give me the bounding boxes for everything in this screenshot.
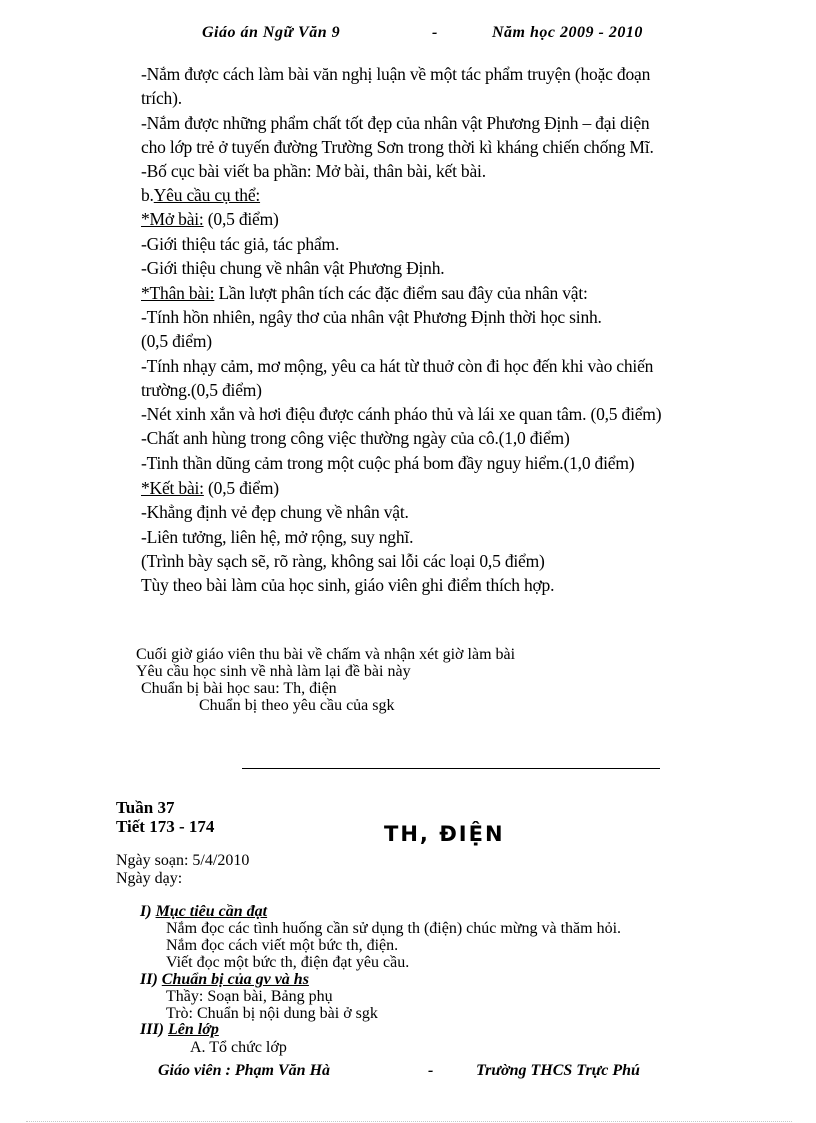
body-line: -Khẳng định vẻ đẹp chung về nhân vật. bbox=[141, 502, 409, 522]
subheading-underlined: *Kết bài: bbox=[141, 478, 204, 498]
section-preparation bbox=[140, 971, 309, 989]
note-line: Yêu cầu học sinh về nhà làm lại đề bài này bbox=[136, 663, 411, 680]
note-line: Cuối giờ giáo viên thu bài về chấm và nhận xét giờ làm bài bbox=[136, 646, 516, 663]
section-class bbox=[140, 1021, 219, 1039]
header-subject: Giáo án Ngữ Văn 9 bbox=[202, 24, 341, 41]
header-separator: - bbox=[432, 24, 438, 41]
body-line: cho lớp trẻ ở tuyến đường Trường Sơn trong thời kì kháng chiến chống Mĩ. bbox=[141, 137, 654, 157]
body-line: -Tính nhạy cảm, mơ mộng, yêu ca hát từ thuở còn đi học đến khi vào chiến bbox=[141, 356, 654, 376]
subheading-underlined: Yêu cầu cụ thể: bbox=[153, 185, 261, 205]
note-line: Chuẩn bị bài học sau: Th, điện bbox=[141, 680, 337, 697]
body-line: -Chất anh hùng trong công việc thường ngày của cô.(1,0 điểm) bbox=[141, 428, 570, 448]
header-school-year: Năm học 2009 - 2010 bbox=[492, 24, 643, 41]
section-title: Mục tiêu cần đạt bbox=[155, 903, 268, 920]
preparation-item: Thầy: Soạn bài, Bảng phụ bbox=[166, 988, 333, 1005]
section-number: I) bbox=[140, 903, 152, 920]
body-line: -Nắm được những phẩm chất tốt đẹp của nhân vật Phương Định – đại diện bbox=[141, 113, 650, 133]
page-header bbox=[0, 24, 816, 48]
body-line: -Giới thiệu chung về nhân vật Phương Định. bbox=[141, 258, 445, 278]
objective-item: Viết đọc một bức th, điện đạt yêu cầu. bbox=[166, 954, 410, 971]
section-title: Lên lớp bbox=[168, 1021, 219, 1038]
page-bottom-border bbox=[26, 1121, 792, 1122]
section-title: Chuẩn bị của gv và hs bbox=[161, 971, 309, 988]
preparation-item: Trò: Chuẩn bị nội dung bài ở sgk bbox=[166, 1005, 378, 1022]
subheading-requirements bbox=[141, 185, 260, 206]
note-line: Chuẩn bị theo yêu cầu của sgk bbox=[199, 697, 395, 714]
section-number: II) bbox=[140, 971, 158, 988]
subheading-intro bbox=[141, 209, 279, 230]
objective-item: Nắm đọc cách viết một bức th, điện. bbox=[166, 937, 399, 954]
subheading-rest: (0,5 điểm) bbox=[203, 209, 279, 229]
subheading-body bbox=[141, 283, 588, 304]
week-label: Tuần 37 bbox=[116, 798, 175, 817]
footer-teacher: Giáo viên : Phạm Văn Hà bbox=[158, 1062, 331, 1079]
subheading-underlined: *Thân bài: bbox=[141, 283, 215, 303]
body-line: -Tính hồn nhiên, ngây thơ của nhân vật Phương Định thời học sinh. bbox=[141, 307, 602, 327]
body-line: (Trình bày sạch sẽ, rõ ràng, không sai lỗi các loại 0,5 điểm) bbox=[141, 551, 545, 571]
body-line: -Liên tưởng, liên hệ, mở rộng, suy nghĩ. bbox=[141, 527, 414, 547]
teach-date: Ngày dạy: bbox=[116, 870, 183, 887]
body-line: -Nét xinh xắn và hơi điệu được cánh pháo thủ và lái xe quan tâm. (0,5 điểm) bbox=[141, 404, 662, 424]
body-line: Tùy theo bài làm của học sinh, giáo viên ghi điểm thích hợp. bbox=[141, 575, 555, 595]
body-line: -Bố cục bài viết ba phần: Mở bài, thân bài, kết bài. bbox=[141, 161, 486, 181]
footer-school: Trường THCS Trực Phú bbox=[476, 1062, 640, 1079]
lesson-title: TH, ĐIỆN bbox=[384, 822, 505, 846]
subheading-rest: (0,5 điểm) bbox=[203, 478, 279, 498]
period-label: Tiết 173 - 174 bbox=[116, 817, 215, 836]
section-divider bbox=[242, 768, 660, 769]
subheading-underlined: *Mở bài: bbox=[141, 209, 204, 229]
class-item: A. Tổ chức lớp bbox=[190, 1039, 287, 1056]
body-line: (0,5 điểm) bbox=[141, 331, 212, 351]
page-footer bbox=[0, 1062, 816, 1082]
footer-separator: - bbox=[428, 1062, 434, 1079]
subheading-conclusion bbox=[141, 478, 279, 499]
body-line: -Nắm được cách làm bài văn nghị luận về một tác phẩm truyện (hoặc đoạn bbox=[141, 64, 651, 84]
subheading-rest: Lần lượt phân tích các đặc điểm sau đây của nhân vật: bbox=[214, 283, 588, 303]
subheading-prefix: b. bbox=[141, 185, 154, 205]
body-line: -Giới thiệu tác giả, tác phẩm. bbox=[141, 234, 340, 254]
section-objectives bbox=[140, 903, 267, 921]
body-line: -Tinh thần dũng cảm trong một cuộc phá bom đầy nguy hiểm.(1,0 điểm) bbox=[141, 453, 635, 473]
body-line: trích). bbox=[141, 88, 182, 108]
prep-date: Ngày soạn: 5/4/2010 bbox=[116, 852, 250, 869]
section-number: III) bbox=[140, 1021, 165, 1038]
objective-item: Nắm đọc các tình huống cần sử dụng th (điện) chúc mừng và thăm hỏi. bbox=[166, 920, 622, 937]
body-line: trường.(0,5 điểm) bbox=[141, 380, 262, 400]
